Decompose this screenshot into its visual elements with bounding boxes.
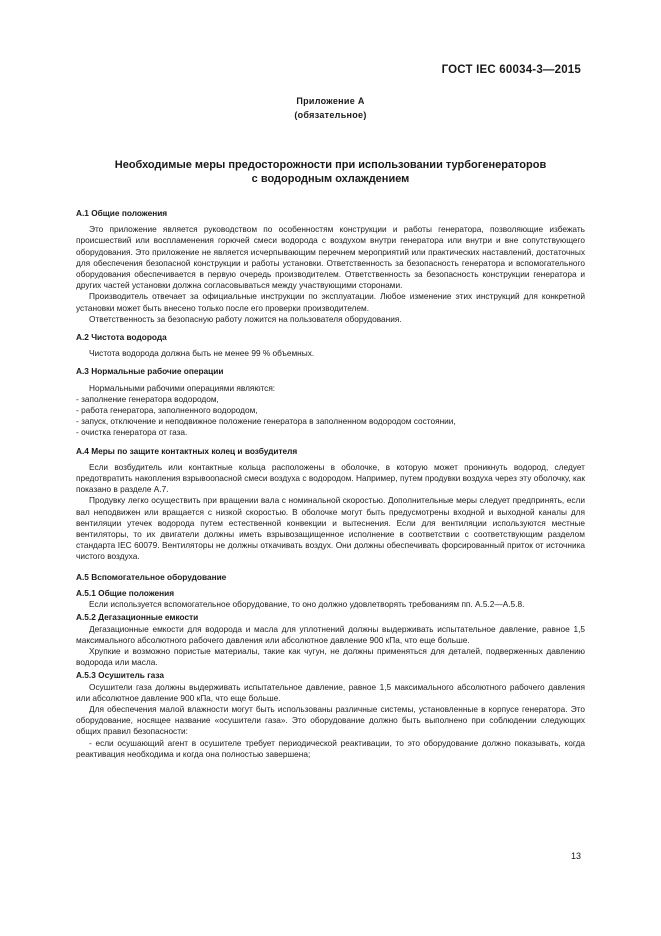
paragraph: Чистота водорода должна быть не менее 99 % объемных. bbox=[89, 348, 315, 359]
paragraph: Это приложение является руководством по особенностям конструкции и работы генератора, позволяющие избежать происшествий или воспламенения горючей смеси водорода с воздухом внутри генератора или внутри и вне сопутствующего оборудования. Это приложение не является исчерпывающим перечнем мероприятий или практических наставлений, достаточных для обеспечения безопасной конструкции и работы установки. Ответственность за безопасность генератора и вспомогательного оборудования обеспечивается в первую очередь производителем. Ответственность за безопасность конструкции генератора и других частей установки должна согласовываться между участвующими сторонами. bbox=[76, 224, 585, 291]
section-heading-a4: А.4 Меры по защите контактных колец и возбудителя bbox=[76, 445, 298, 456]
document-body bbox=[76, 208, 585, 760]
section-heading-a5: А.5 Вспомогательное оборудование bbox=[76, 571, 227, 582]
section-heading-a5-1: А.5.1 Общие положения bbox=[76, 587, 175, 598]
document-title-line-2: с водородным охлаждением bbox=[251, 173, 410, 185]
page-number: 13 bbox=[570, 851, 581, 861]
section-heading-a5-2: А.5.2 Дегазационные емкости bbox=[76, 612, 199, 623]
section-heading-a3: А.3 Нормальные рабочие операции bbox=[76, 366, 224, 377]
section-heading-a5-3: А.5.3 Осушитель газа bbox=[76, 670, 164, 681]
paragraph: Для обеспечения малой влажности могут быть использованы различные системы, установленные в корпусе генератора. Это оборудование, носящее название «осушители газа». Это оборудование должно быть выполнено при соблюдении следующих общих правил безопасности: bbox=[76, 703, 585, 737]
document-title-line-1: Необходимые меры предосторожности при использовании турбогенераторов bbox=[114, 159, 547, 171]
list-item: - заполнение генератора водородом, bbox=[76, 393, 219, 404]
paragraph: Дегазационные емкости для водорода и масла для уплотнений должны выдерживать испытательное давление, равное 1,5 максимального абсолютного рабочего давления или абсолютное давление 900 кПа, что еще больше. bbox=[76, 623, 585, 645]
appendix-status: (обязательное) bbox=[294, 110, 367, 120]
list-item: - очистка генератора от газа. bbox=[76, 427, 188, 438]
paragraph: Нормальными рабочими операциями являются: bbox=[89, 382, 276, 393]
list-item: - работа генератора, заполненного водородом, bbox=[76, 405, 258, 416]
appendix-title: Приложение А bbox=[296, 96, 365, 106]
document-code-header: ГОСТ IEC 60034-3—2015 bbox=[441, 64, 581, 76]
document-title bbox=[60, 158, 601, 186]
section-heading-a2: А.2 Чистота водорода bbox=[76, 332, 167, 343]
paragraph: Производитель отвечает за официальные инструкции по эксплуатации. Любое изменение этих инструкций для конкретной установки может быть внесено только после его проверки производителем. bbox=[76, 291, 585, 313]
paragraph: Если возбудитель или контактные кольца расположены в оболочке, в которую может проникнуть водород, следует предотвратить накопления взрывоопасной смеси воздуха с водородом. Например, путем продувки воздуха через эту оболочку, как показано в разделе А.7. bbox=[76, 461, 585, 495]
paragraph: Продувку легко осуществить при вращении вала с номинальной скоростью. Дополнительные меры следует предпринять, если вал неподвижен или вращается с низкой скоростью. В оболочке могут быть предусмотрены входной и выходной каналы для вентиляции утечек водорода путем естественной конвекции и вытеснения. Если для вентиляции используются местные вентиляторы, то их двигатели должны иметь взрывозащищенное исполнение в соответствии с соответствующим разделом стандарта IEC 60079. Вентиляторы не должны откачивать воздух. Они должны обеспечивать форсированный приток от источника чистого воздуха. bbox=[76, 495, 585, 562]
paragraph: Хрупкие и возможно пористые материалы, такие как чугун, не должны применяться для деталей, подверженных давлению водорода или масла. bbox=[76, 645, 585, 668]
paragraph: Осушители газа должны выдерживать испытательное давление, равное 1,5 максимального абсолютного рабочего давления или абсолютное давление 900 кПа, что еще больше. bbox=[76, 681, 585, 703]
list-item: - запуск, отключение и неподвижное положение генератора в заполненном водородом состоянии, bbox=[76, 416, 456, 427]
paragraph: Если используется вспомогательное оборудование, то оно должно удовлетворять требованиям пп. А.5.2—А.5.8. bbox=[89, 599, 525, 610]
paragraph: Ответственность за безопасную работу ложится на пользователя оборудования. bbox=[89, 313, 402, 324]
section-heading-a1: А.1 Общие положения bbox=[76, 208, 168, 218]
paragraph: - если осушающий агент в осушителе требует периодической реактивации, то это оборудование должно показывать, когда реактивация необходима и когда она полностью завершена; bbox=[76, 737, 585, 759]
